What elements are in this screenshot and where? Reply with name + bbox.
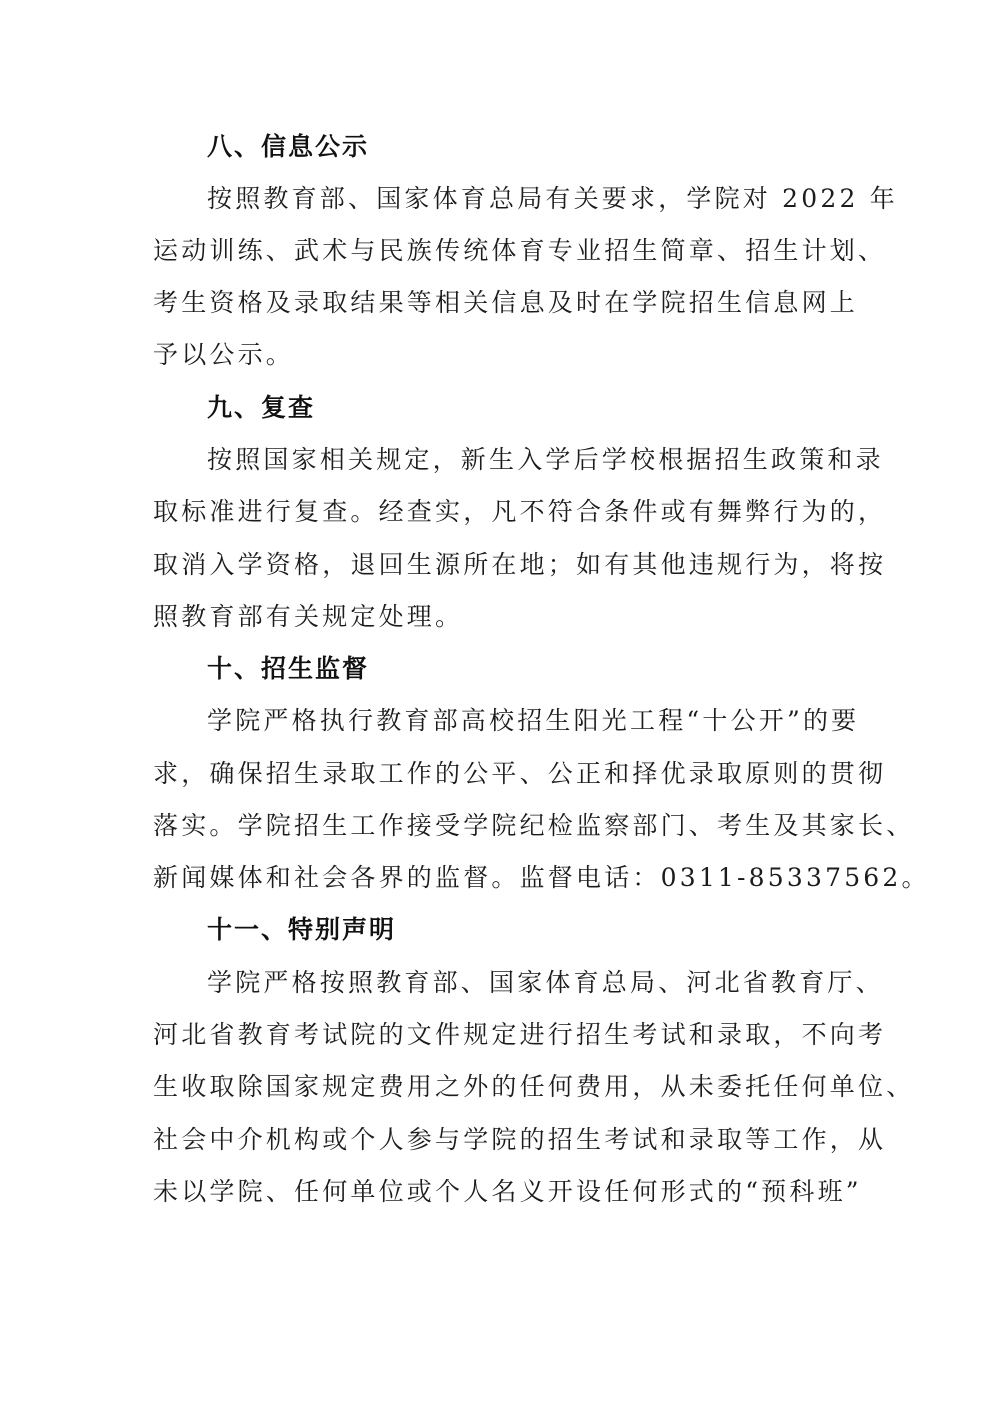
- section-heading-review: 九、复查: [207, 393, 316, 422]
- paragraph-line: 落实。学院招生工作接受学院纪检监察部门、考生及其家长、: [153, 811, 915, 840]
- paragraph-line: 未以学院、任何单位或个人名义开设任何形式的“预科班”: [153, 1177, 862, 1206]
- paragraph-line: 社会中介机构或个人参与学院的招生考试和录取等工作，从: [153, 1125, 887, 1154]
- paragraph-line: 予以公示。: [153, 340, 295, 369]
- paragraph-line: 取消入学资格，退回生源所在地；如有其他违规行为，将按: [153, 550, 887, 579]
- paragraph-line: 学院严格按照教育部、国家体育总局、河北省教育厅、: [207, 968, 884, 997]
- section-heading-special-statement: 十一、特别声明: [207, 915, 397, 944]
- paragraph-line: 考生资格及录取结果等相关信息及时在学院招生信息网上: [153, 288, 859, 317]
- paragraph-line: 新闻媒体和社会各界的监督。监督电话：0311-85337562。: [153, 863, 930, 892]
- paragraph-line: 河北省教育考试院的文件规定进行招生考试和录取，不向考: [153, 1020, 887, 1049]
- section-heading-info-disclosure: 八、信息公示: [207, 132, 370, 161]
- paragraph-line: 按照教育部、国家体育总局有关要求，学院对 2022 年: [207, 184, 898, 213]
- paragraph-line: 运动训练、武术与民族传统体育专业招生简章、招生计划、: [153, 236, 887, 265]
- paragraph-line: 照教育部有关规定处理。: [153, 602, 464, 631]
- paragraph-line: 生收取除国家规定费用之外的任何费用，从未委托任何单位、: [153, 1072, 915, 1101]
- paragraph-line: 学院严格执行教育部高校招生阳光工程“十公开”的要: [207, 706, 860, 735]
- paragraph-line: 按照国家相关规定，新生入学后学校根据招生政策和录: [207, 445, 884, 474]
- paragraph-line: 求，确保招生录取工作的公平、公正和择优录取原则的贯彻: [153, 759, 887, 788]
- section-heading-supervision: 十、招生监督: [207, 654, 370, 683]
- paragraph-line: 取标准进行复查。经查实，凡不符合条件或有舞弊行为的，: [153, 497, 887, 526]
